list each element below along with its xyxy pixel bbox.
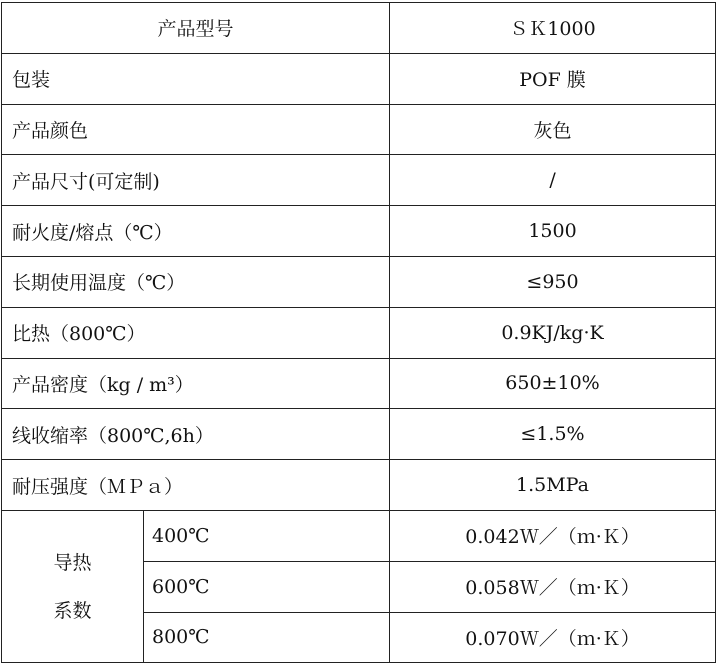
- conductivity-label-line1: 导热: [53, 551, 92, 574]
- table-row: [2, 358, 716, 409]
- table-header-row: [2, 3, 716, 54]
- conductivity-value: 0.042Ｗ／（ｍ·Ｋ）: [390, 510, 716, 561]
- conductivity-temp: 600℃: [144, 561, 390, 612]
- header-value: ＳＫ1000: [390, 3, 716, 54]
- row-label: 长期使用温度（℃）: [2, 256, 390, 307]
- row-value: 650±10%: [390, 358, 716, 409]
- table-row: [2, 53, 716, 104]
- table-row: [2, 155, 716, 206]
- conductivity-value: 0.058Ｗ／（ｍ·Ｋ）: [390, 561, 716, 612]
- row-value: 1500: [390, 206, 716, 257]
- row-label: 包装: [2, 53, 390, 104]
- table-row: [2, 206, 716, 257]
- conductivity-label-line2: 系数: [53, 599, 92, 622]
- row-value: POF 膜: [390, 53, 716, 104]
- row-value: ≤950: [390, 256, 716, 307]
- table-row: [2, 104, 716, 155]
- row-value: 1.5MPa: [390, 460, 716, 511]
- conductivity-group-label: [2, 510, 144, 662]
- header-label: 产品型号: [2, 3, 390, 54]
- table-row: [2, 256, 716, 307]
- row-label: 产品密度（kg / m³）: [2, 358, 390, 409]
- conductivity-value: 0.070Ｗ／（ｍ·Ｋ）: [390, 612, 716, 663]
- table-row: [2, 409, 716, 460]
- row-value: 0.9KJ/kg·K: [390, 307, 716, 358]
- row-label: 耐火度/熔点（℃）: [2, 206, 390, 257]
- row-label: 耐压强度（ＭＰａ）: [2, 460, 390, 511]
- row-value: ≤1.5%: [390, 409, 716, 460]
- row-label: 线收缩率（800℃,6h）: [2, 409, 390, 460]
- table-row: [2, 307, 716, 358]
- spec-table: [1, 2, 716, 663]
- row-label: 产品颜色: [2, 104, 390, 155]
- conductivity-temp: 400℃: [144, 510, 390, 561]
- row-value: /: [390, 155, 716, 206]
- table-row: [2, 510, 716, 561]
- row-label: 比热（800℃）: [2, 307, 390, 358]
- row-value: 灰色: [390, 104, 716, 155]
- row-label: 产品尺寸(可定制): [2, 155, 390, 206]
- table-row: [2, 460, 716, 511]
- conductivity-temp: 800℃: [144, 612, 390, 663]
